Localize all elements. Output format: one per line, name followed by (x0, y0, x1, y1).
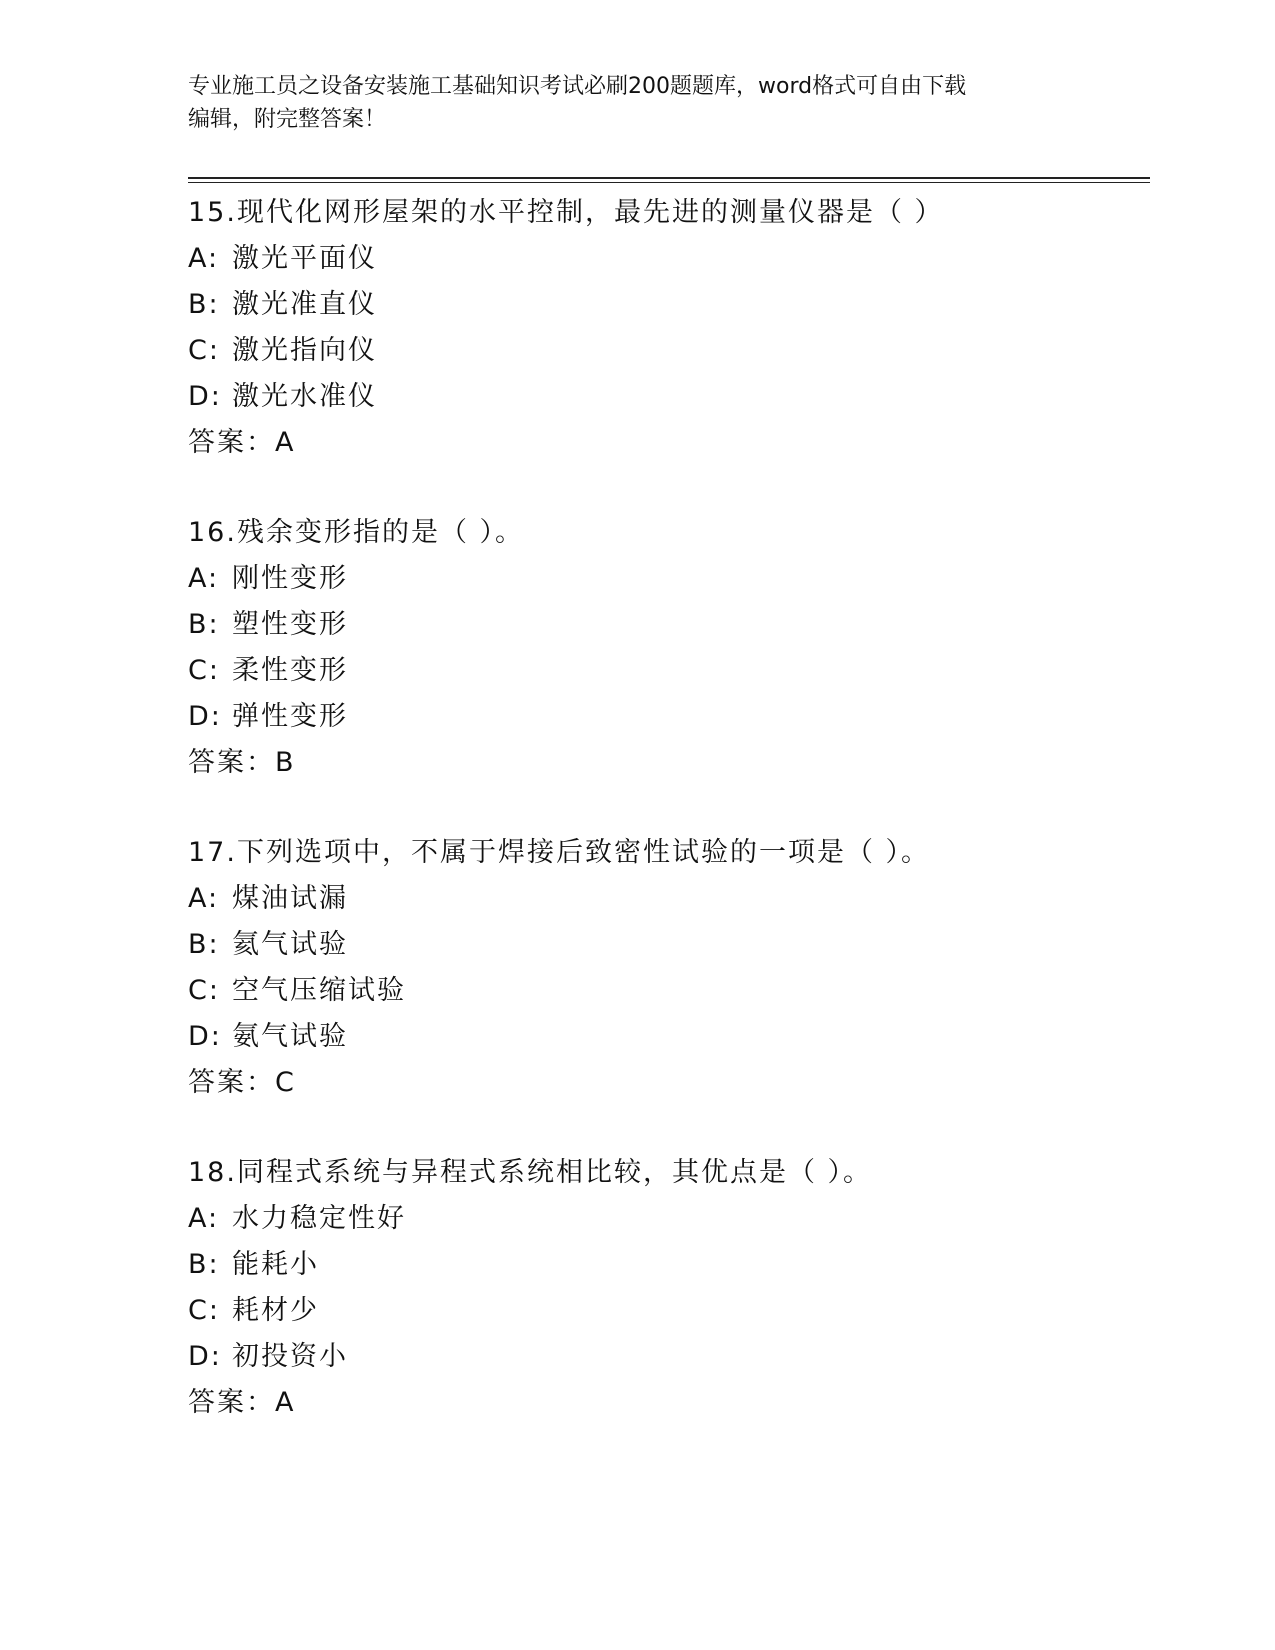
option-text: 柔性变形 (232, 655, 348, 686)
answer-line (188, 740, 1148, 786)
option-letter: B: (188, 289, 220, 320)
option-b (188, 922, 1148, 968)
option-text: 水力稳定性好 (232, 1203, 406, 1234)
option-letter: C: (188, 335, 220, 366)
option-a (188, 1196, 1148, 1242)
answer-value: A (275, 427, 296, 458)
question-list (188, 190, 1148, 1470)
answer-label: 答案： (188, 1067, 275, 1098)
question-stem: 18.同程式系统与异程式系统相比较，其优点是（ ）。 (188, 1157, 873, 1188)
answer-value: B (275, 747, 296, 778)
option-d (188, 694, 1148, 740)
option-b (188, 1242, 1148, 1288)
option-letter: C: (188, 1295, 220, 1326)
answer-label: 答案： (188, 1387, 275, 1418)
option-letter: A: (188, 1203, 220, 1234)
document-header (188, 70, 1088, 136)
question-stem: 16.残余变形指的是（ ）。 (188, 517, 525, 548)
option-letter: C: (188, 975, 220, 1006)
option-c (188, 328, 1148, 374)
answer-value: C (275, 1067, 296, 1098)
option-letter: D: (188, 701, 222, 732)
answer-label: 答案： (188, 747, 275, 778)
option-b (188, 602, 1148, 648)
option-letter: D: (188, 1021, 222, 1052)
option-text: 耗材少 (232, 1295, 319, 1326)
header-line-1: 专业施工员之设备安装施工基础知识考试必刷200题题库，word格式可自由下载 (188, 74, 967, 99)
header-divider-thin (188, 182, 1150, 183)
option-letter: A: (188, 883, 220, 914)
answer-value: A (275, 1387, 296, 1418)
option-c (188, 1288, 1148, 1334)
option-letter: B: (188, 609, 220, 640)
option-a (188, 236, 1148, 282)
option-letter: B: (188, 929, 220, 960)
question-18 (188, 1150, 1148, 1470)
option-text: 空气压缩试验 (232, 975, 406, 1006)
answer-label: 答案： (188, 427, 275, 458)
question-16 (188, 510, 1148, 830)
option-a (188, 556, 1148, 602)
option-text: 激光准直仪 (232, 289, 377, 320)
option-letter: A: (188, 563, 220, 594)
option-letter: D: (188, 381, 222, 412)
option-text: 能耗小 (232, 1249, 319, 1280)
option-text: 煤油试漏 (232, 883, 348, 914)
option-c (188, 648, 1148, 694)
option-text: 激光水准仪 (232, 381, 377, 412)
option-d (188, 374, 1148, 420)
option-b (188, 282, 1148, 328)
answer-line (188, 1060, 1148, 1106)
option-letter: B: (188, 1249, 220, 1280)
header-divider-thick (188, 177, 1150, 179)
option-d (188, 1334, 1148, 1380)
header-line-2: 编辑，附完整答案！ (188, 107, 387, 132)
option-a (188, 876, 1148, 922)
option-text: 塑性变形 (232, 609, 348, 640)
option-letter: A: (188, 243, 220, 274)
option-text: 氦气试验 (232, 929, 348, 960)
option-text: 氨气试验 (232, 1021, 348, 1052)
option-text: 刚性变形 (232, 563, 348, 594)
option-d (188, 1014, 1148, 1060)
option-letter: D: (188, 1341, 222, 1372)
question-stem: 17.下列选项中，不属于焊接后致密性试验的一项是（ ）。 (188, 837, 931, 868)
option-text: 弹性变形 (232, 701, 348, 732)
option-text: 激光平面仪 (232, 243, 377, 274)
option-c (188, 968, 1148, 1014)
option-letter: C: (188, 655, 220, 686)
option-text: 激光指向仪 (232, 335, 377, 366)
option-text: 初投资小 (232, 1341, 348, 1372)
question-17 (188, 830, 1148, 1150)
answer-line (188, 1380, 1148, 1426)
question-stem: 15.现代化网形屋架的水平控制，最先进的测量仪器是（ ） (188, 197, 944, 228)
question-15 (188, 190, 1148, 510)
answer-line (188, 420, 1148, 466)
